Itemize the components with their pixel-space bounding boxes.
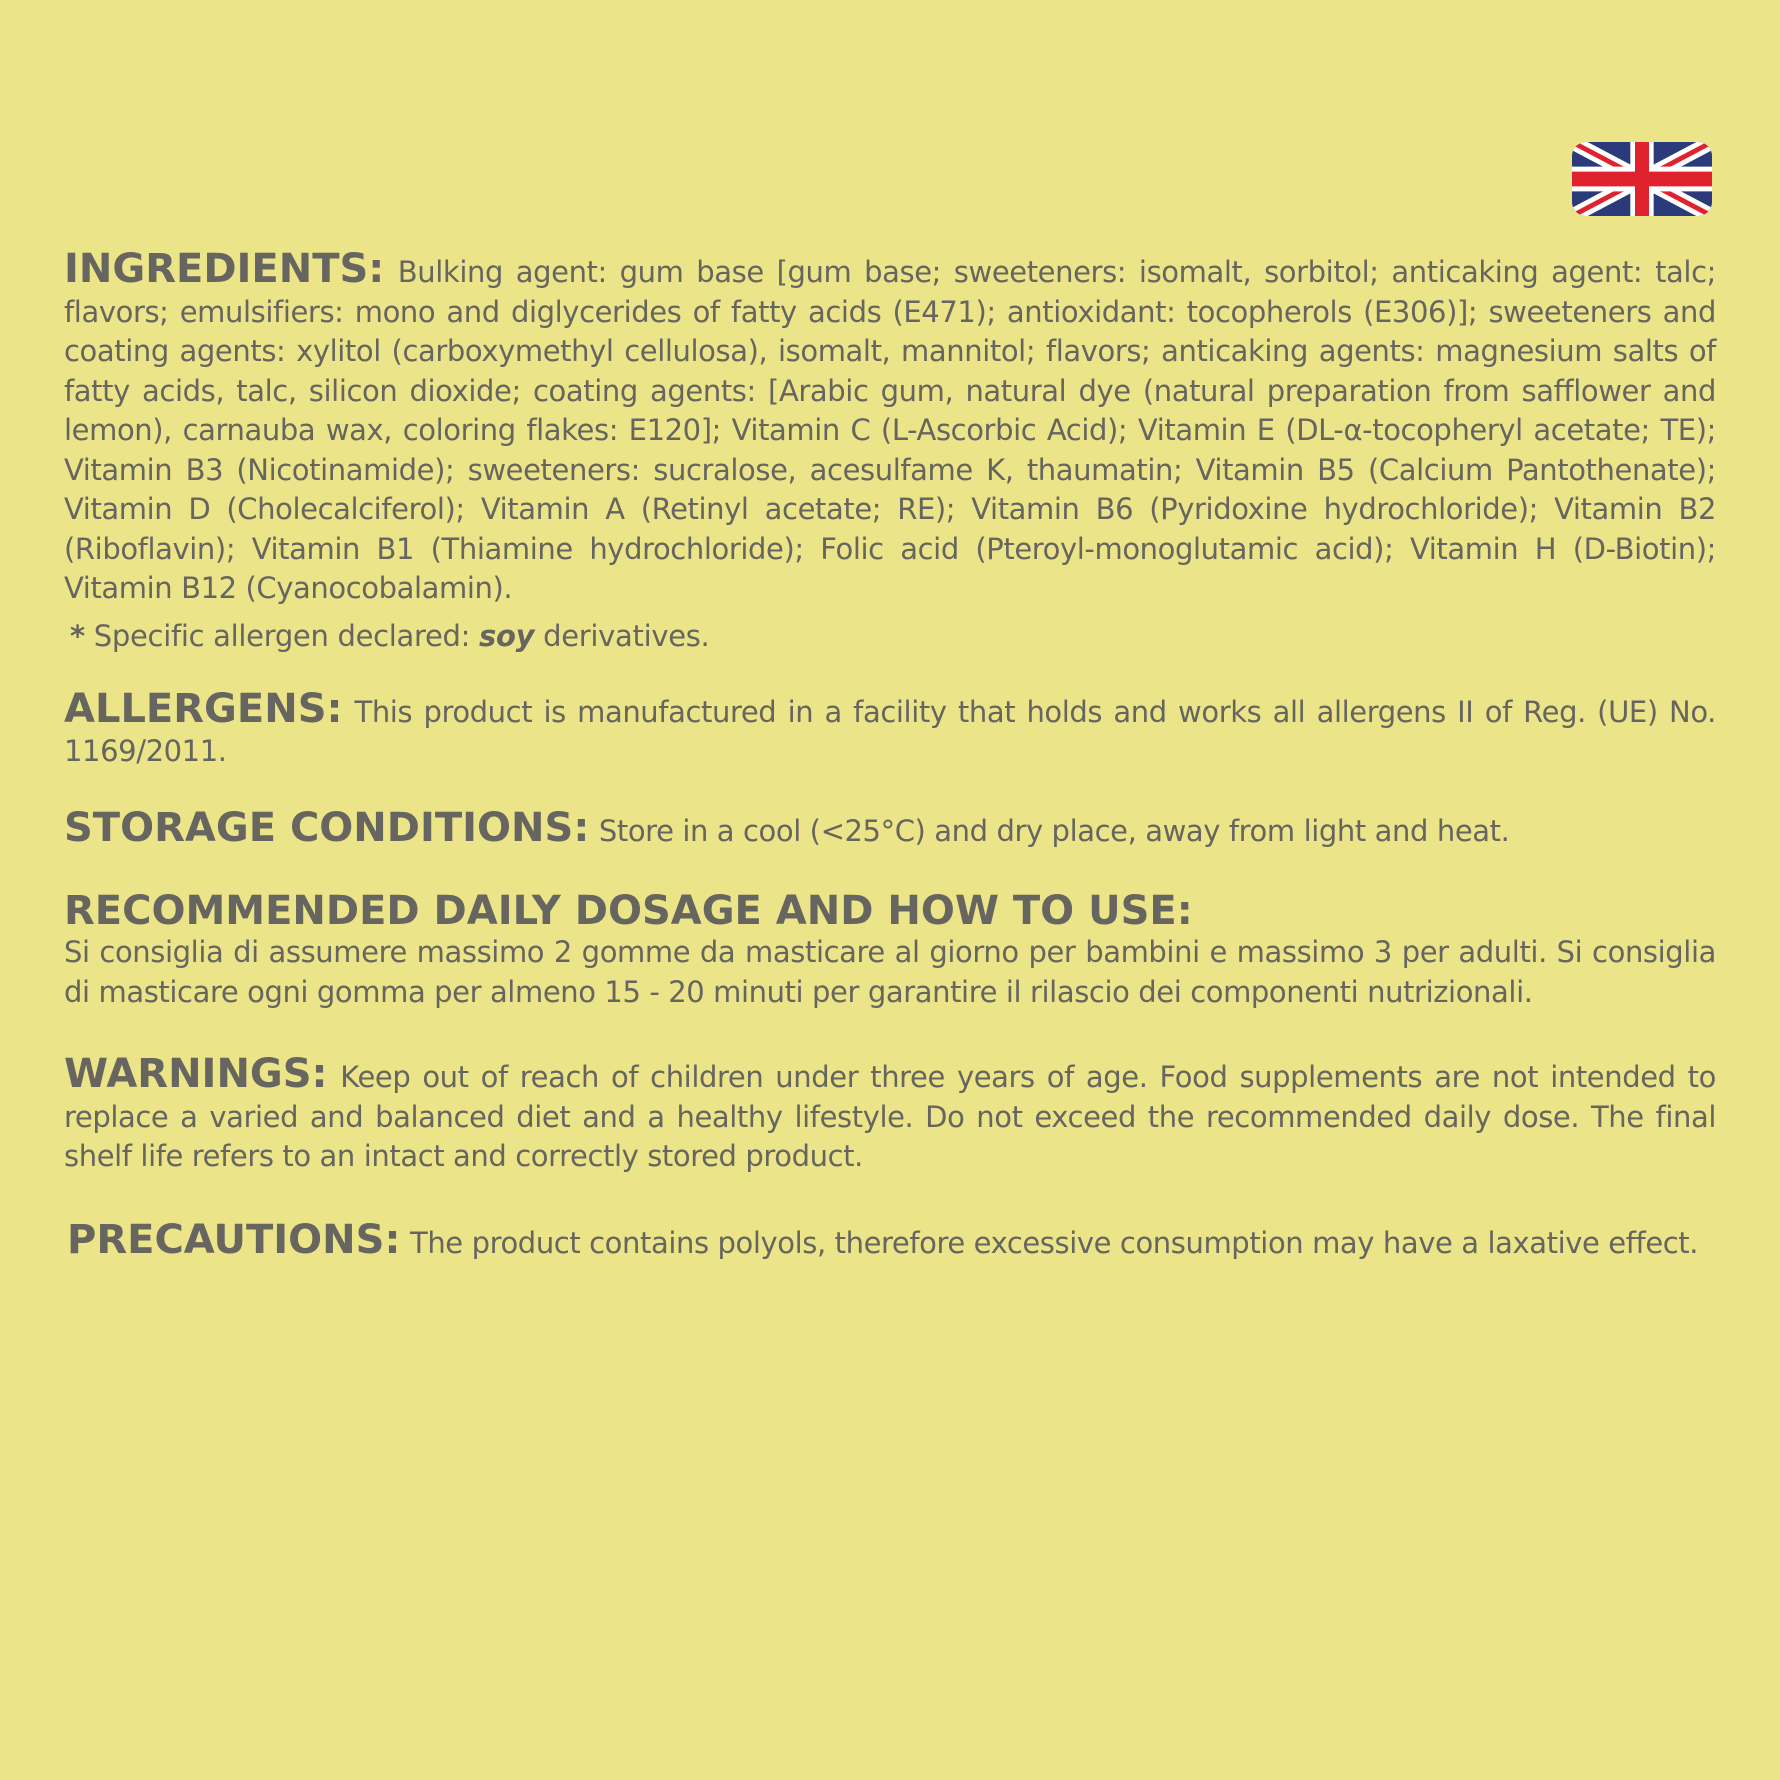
ingredients-heading: INGREDIENTS: — [64, 246, 385, 292]
allergens-text: This product is manufactured in a facility that holds and works all allergens II of Reg. (UE) No. 1169/2011. — [64, 694, 1716, 768]
warnings-heading: WARNINGS: — [64, 1051, 328, 1097]
recommended-text: Si consiglia di assumere massimo 2 gomme da masticare al giorno per bambini e massimo 3 per adulti. Si consiglia di masticare ogni gomma per almeno 15 - 20 minuti per garantire il rilascio dei componenti nutrizionali. — [64, 935, 1716, 1009]
uk-flag-graphic — [1572, 142, 1712, 216]
allergens-heading: ALLERGENS: — [64, 685, 343, 732]
asterisk: * — [70, 618, 85, 653]
storage-section — [64, 804, 1716, 852]
recommended-heading: RECOMMENDED DAILY DOSAGE AND HOW TO USE: — [64, 888, 1193, 934]
precautions-text: The product contains polyols, therefore excessive consumption may have a laxative effect. — [410, 1225, 1699, 1260]
allergen-note-suffix: derivatives. — [534, 618, 710, 653]
precautions-section — [64, 1216, 1716, 1264]
storage-text: Store in a cool (<25°C) and dry place, away from light and heat. — [598, 813, 1510, 848]
allergen-note-text: Specific allergen declared: — [84, 618, 480, 653]
storage-heading: STORAGE CONDITIONS: — [64, 804, 590, 851]
allergen-declaration — [64, 617, 1716, 655]
allergens-section — [64, 685, 1716, 772]
allergen-note-emphasis: soy — [479, 618, 535, 653]
recommended-section — [64, 889, 1716, 1012]
label-content — [64, 246, 1716, 1263]
ingredients-section — [64, 246, 1716, 609]
precautions-heading: PRECAUTIONS: — [67, 1216, 401, 1263]
uk-flag-icon — [1572, 142, 1712, 216]
warnings-section — [64, 1051, 1716, 1177]
ingredients-text: Bulking agent: gum base [gum base; sweeteners: isomalt, sorbitol; anticaking agent: talc; flavors; emulsifiers: mono and diglycerides of fatty acids (E471); antioxidant: tocopherols (E306)]; sweeteners and coating agents: xylitol (carboxymethyl cellulosa), isomalt, mannitol; flavors; anticaking agents: magnesium salts of fatty acids, talc, silicon dioxide; coating agents: [Arabic gum, natural dye (natural preparation from safflower and lemon), carnauba wax, coloring flakes: E120]; Vitamin C (L-Ascorbic Acid); Vitamin E (DL-α-tocopheryl acetate; TE); Vitamin B3 (Nicotinamide); sweeteners: sucralose, acesulfame K, thaumatin; Vitamin B5 (Calcium Pantothenate); Vitamin D (Cholecalciferol); Vitamin A (Retinyl acetate; RE); Vitamin B6 (Pyridoxine hydrochloride); Vitamin B2 (Riboflavin); Vitamin B1 (Thiamine hydrochloride); Folic acid (Pteroyl-monoglutamic acid); Vitamin H (D-Biotin); Vitamin B12 (Cyanocobalamin). — [64, 255, 1716, 605]
warnings-text: Keep out of reach of children under three years of age. Food supplements are not intended to replace a varied and balanced diet and a healthy lifestyle. Do not exceed the recommended daily dose. The final shelf life refers to an intact and correctly stored product. — [64, 1060, 1716, 1173]
